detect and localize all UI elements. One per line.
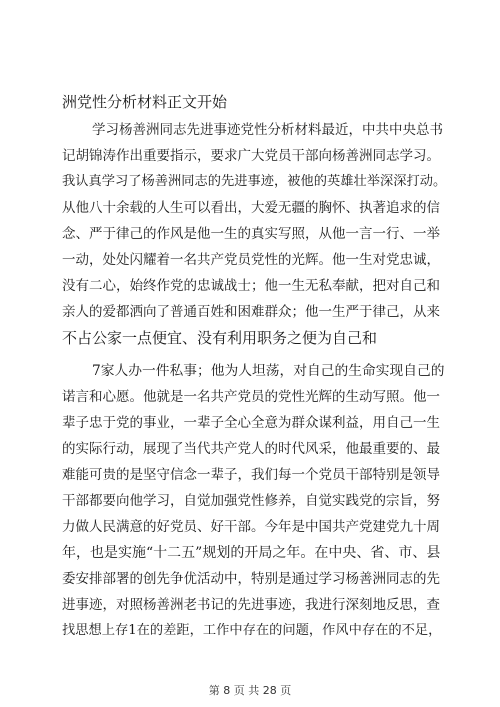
paragraph-line: 进事迹，对照杨善洲老书记的先进事迹，我进行深刻地反思，查 bbox=[62, 597, 440, 613]
paragraph-line: 学习杨善洲同志先进事迹党性分析材料最近，中共中央总书 bbox=[92, 122, 443, 138]
paragraph-line: 记胡锦涛作出重要指示，要求广大党员干部向杨善洲同志学习。 bbox=[62, 148, 440, 164]
paragraph-line: 辈子忠于党的事业，一辈子全心全意为群众谋利益，用自己一生 bbox=[62, 415, 440, 431]
paragraph-line: 力做人民满意的好党员、好干部。今年是中国共产党建党九十周 bbox=[62, 519, 440, 535]
paragraph-line: 的实际行动，展现了当代共产党人的时代风采，他最重要的、最 bbox=[62, 441, 440, 457]
paragraph-line: 我认真学习了杨善洲同志的先进事迹，被他的英雄壮举深深打动。 bbox=[62, 174, 446, 189]
paragraph-line: 从他八十余载的人生可以看出，大爱无疆的胸怀、执著追求的信 bbox=[62, 200, 440, 216]
paragraph-line: 年，也是实施“十二五”规划的开局之年。在中央、省、市、县 bbox=[62, 545, 441, 561]
document-heading: 洲党性分析材料正文开始 bbox=[62, 93, 228, 111]
paragraph-line: 委安排部署的创先争优活动中，特别是通过学习杨善洲同志的先 bbox=[62, 571, 440, 587]
page-number-footer: 第 8 页 共 28 页 bbox=[208, 684, 292, 697]
paragraph-line: 诺言和心愿。他就是一名共产党员的党性光辉的生动写照。他一 bbox=[62, 389, 440, 405]
paragraph-line: 念、严于律己的作风是他一生的真实写照，从他一言一行、一举 bbox=[62, 226, 440, 242]
paragraph-line: 没有二心，始终作党的忠诚战士；他一生无私奉献，把对自己和 bbox=[62, 278, 440, 294]
paragraph-line: 干部都要向他学习，自觉加强党性修养，自觉实践党的宗旨，努 bbox=[62, 493, 440, 509]
paragraph-line: 找思想上存1在的差距，工作中存在的问题，作风中存在的不足， bbox=[62, 623, 442, 638]
paragraph-line: 不占公家一点便宜、没有利用职务之便为自己和 bbox=[62, 329, 378, 347]
paragraph-line: 亲人的爱都洒向了普通百姓和困难群众；他一生严于律己，从来 bbox=[62, 304, 440, 320]
paragraph-line: 一动，处处闪耀着一名共产党员党性的光辉。他一生对党忠诚， bbox=[62, 252, 440, 268]
paragraph-line: 7家人办一件私事；他为人坦荡，对自己的生命实现自己的 bbox=[92, 363, 445, 379]
paragraph-line: 难能可贵的是坚守信念一辈子，我们每一个党员干部特别是领导 bbox=[62, 467, 440, 483]
